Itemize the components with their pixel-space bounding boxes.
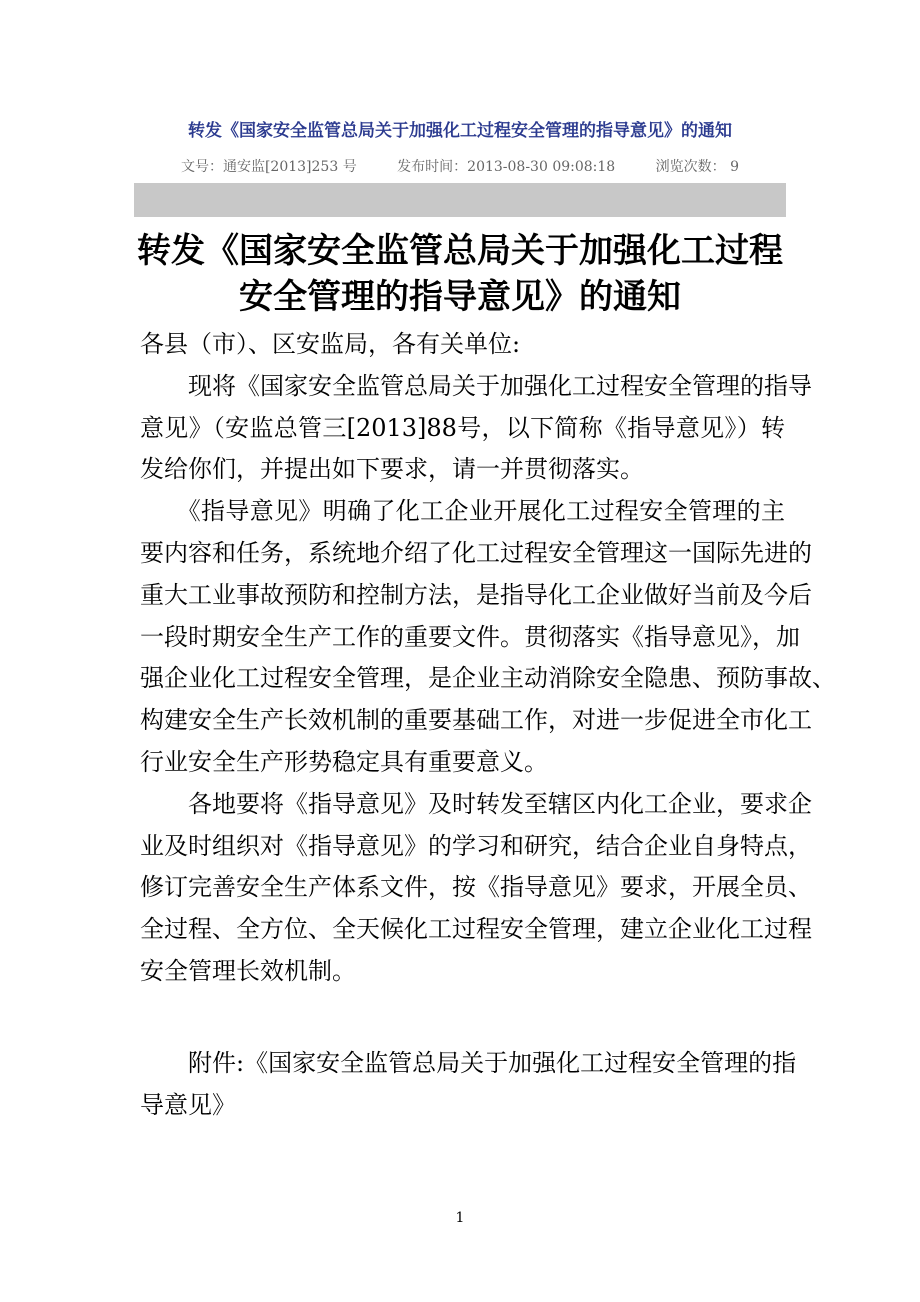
paragraph-line: 行业安全生产形势稳定具有重要意义。 bbox=[140, 747, 548, 776]
meta-row bbox=[0, 156, 920, 176]
view-count: 浏览次数： 9 bbox=[655, 159, 740, 175]
paragraph-line: 全过程、全方位、全天候化工过程安全管理，建立企业化工过程 bbox=[140, 915, 812, 944]
paragraph-line: 意见》（安监总管三[2013]88号，以下简称《指导意见》）转 bbox=[140, 413, 785, 442]
title-line: 安全管理的指导意见》的通知 bbox=[239, 277, 681, 317]
page-number: 1 bbox=[455, 1210, 465, 1226]
paragraph-line: 业及时组织对《指导意见》的学习和研究，结合企业自身特点， bbox=[140, 831, 812, 860]
paragraph-line: 构建安全生产长效机制的重要基础工作，对进一步促进全市化工 bbox=[140, 706, 812, 735]
document-title bbox=[0, 228, 920, 320]
doc-number: 文号：通安监[2013]253 号 bbox=[180, 159, 357, 175]
paragraph-line: 一段时期安全生产工作的重要文件。贯彻落实《指导意见》，加 bbox=[140, 622, 800, 651]
publish-time: 发布时间：2013-08-30 09:08:18 bbox=[397, 159, 616, 175]
paragraph-line: 重大工业事故预防和控制方法，是指导化工企业做好当前及今后 bbox=[140, 580, 812, 609]
paragraph-line: 《指导意见》明确了化工企业开展化工过程安全管理的主 bbox=[140, 497, 785, 526]
paragraph-line: 发给你们，并提出如下要求，请一并贯彻落实。 bbox=[140, 455, 644, 484]
spacer bbox=[140, 993, 785, 1043]
salutation: 各县（市）、区安监局，各有关单位: bbox=[140, 330, 521, 358]
paragraph-line: 各地要将《指导意见》及时转发至辖区内化工企业，要求企 bbox=[140, 789, 812, 818]
gray-banner bbox=[134, 183, 786, 217]
paragraph-line: 要内容和任务，系统地介绍了化工过程安全管理这一国际先进的 bbox=[140, 538, 812, 567]
attachment-line: 附件:《国家安全监管总局关于加强化工过程安全管理的指 bbox=[140, 1048, 797, 1077]
paragraph-line: 修订完善安全生产体系文件，按《指导意见》要求，开展全员、 bbox=[140, 873, 812, 902]
paragraph-line: 强企业化工过程安全管理，是企业主动消除安全隐患、预防事故、 bbox=[140, 664, 836, 693]
attachment-line: 导意见》 bbox=[140, 1090, 236, 1119]
title-line: 转发《国家安全监管总局关于加强化工过程 bbox=[137, 231, 783, 271]
document-body bbox=[140, 324, 836, 1126]
web-title: 转发《国家安全监管总局关于加强化工过程安全管理的指导意见》的通知 bbox=[188, 121, 732, 141]
paragraph-line: 安全管理长效机制。 bbox=[140, 956, 356, 985]
paragraph-line: 现将《国家安全监管总局关于加强化工过程安全管理的指导 bbox=[140, 371, 812, 400]
